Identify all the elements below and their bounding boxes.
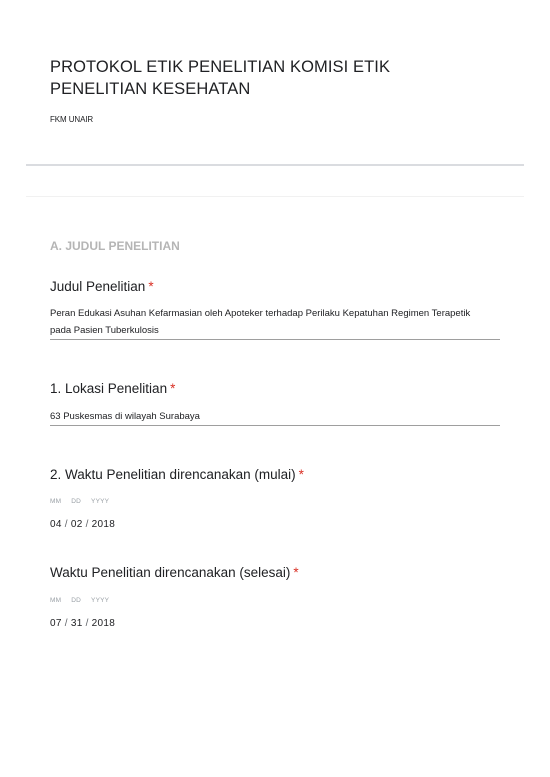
judul-answer-field[interactable]: Peran Edukasi Asuhan Kefarmasian oleh Apoteker terhadap Perilaku Kepatuhan Regimen Terapetik pada Pasien Tuberkulosis (50, 308, 471, 336)
question-label-text: 1. Lokasi Penelitian (50, 381, 168, 396)
question-label-text: Judul Penelitian (50, 279, 146, 294)
required-mark: * (293, 565, 299, 580)
selesai-date-input[interactable] (50, 618, 115, 629)
judul-answer-underline (50, 339, 500, 340)
section-divider (26, 196, 524, 197)
year-hint: YYYY (91, 498, 110, 505)
form-subtitle: FKM UNAIR (50, 115, 94, 124)
form-title: PROTOKOL ETIK PENELITIAN KOMISI ETIK PENELITIAN KESEHATAN (50, 58, 391, 98)
month-hint: MM (50, 498, 62, 505)
day-hint: DD (71, 498, 82, 505)
month-field[interactable]: 07 (50, 618, 62, 629)
date-separator: / (85, 519, 89, 530)
question-label-text: Waktu Penelitian direncanakan (selesai) (50, 565, 291, 580)
selesai-date-hints (50, 597, 119, 604)
day-field[interactable]: 31 (70, 618, 83, 629)
required-mark: * (298, 467, 304, 482)
month-hint: MM (50, 597, 62, 604)
year-field[interactable]: 2018 (91, 519, 116, 530)
question-lokasi-label (50, 381, 175, 396)
header-divider (26, 164, 524, 166)
required-mark: * (170, 381, 176, 396)
lokasi-answer-underline (50, 425, 500, 426)
question-selesai-label (50, 565, 299, 580)
question-mulai-label (50, 467, 304, 482)
day-hint: DD (71, 597, 82, 604)
date-separator: / (64, 618, 68, 629)
mulai-date-hints (50, 498, 119, 505)
mulai-date-input[interactable] (50, 519, 115, 530)
year-field[interactable]: 2018 (91, 618, 116, 629)
year-hint: YYYY (91, 597, 110, 604)
date-separator: / (85, 618, 89, 629)
question-label-text: 2. Waktu Penelitian direncanakan (mulai) (50, 467, 296, 482)
required-mark: * (148, 279, 154, 294)
day-field[interactable]: 02 (70, 519, 83, 530)
section-title: A. JUDUL PENELITIAN (50, 239, 180, 253)
date-separator: / (64, 519, 68, 530)
lokasi-answer-field[interactable]: 63 Puskesmas di wilayah Surabaya (50, 411, 200, 422)
month-field[interactable]: 04 (50, 519, 62, 530)
question-judul-label (50, 279, 154, 294)
